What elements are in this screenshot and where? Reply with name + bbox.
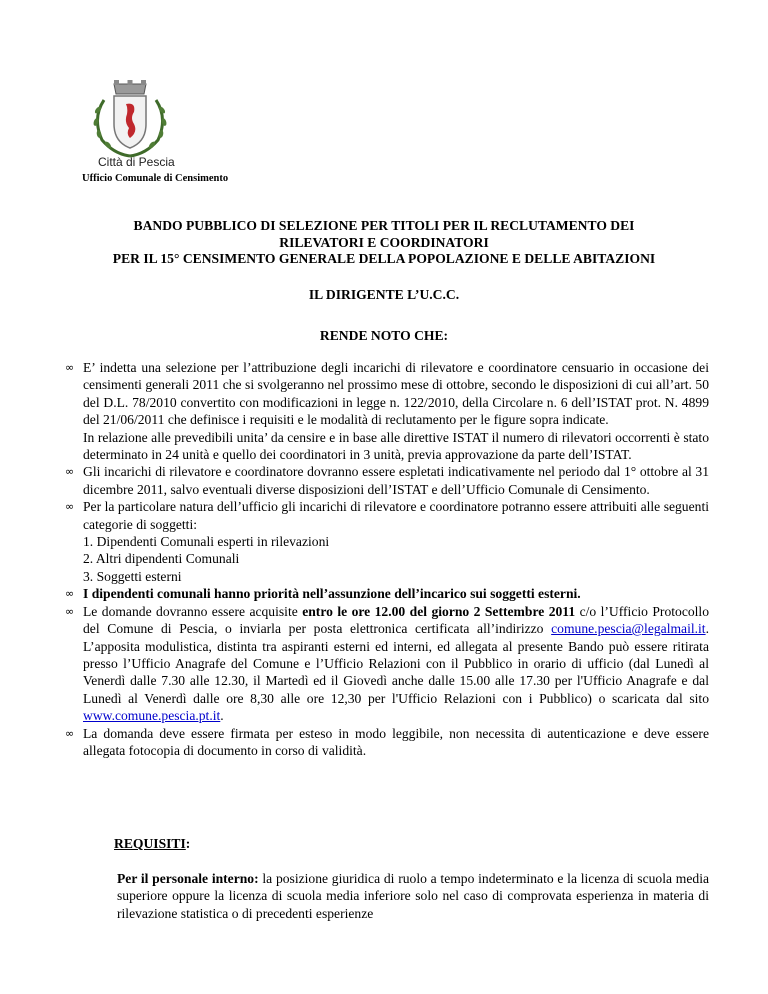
requisiti-paragraph — [117, 870, 709, 922]
list-item — [65, 585, 709, 602]
dirigente-heading: IL DIRIGENTE L’U.C.C. — [308, 287, 460, 302]
document-title — [60, 218, 708, 268]
text-span: c/o l’Ufficio Protocollo del Comune di Pescia, o inviarla per posta elettronica certificata all’indirizzo — [83, 603, 709, 637]
requisiti-heading — [114, 836, 190, 852]
personale-interno-label: Per il personale interno: — [117, 871, 259, 886]
infinity-bullet-icon: ∞ — [65, 500, 75, 514]
list-item — [65, 463, 709, 498]
paragraph: E’ indetta una selezione per l’attribuzione degli incarichi di rilevatore e coordinatore censuario in occasione dei censimenti generali 2011 che si svolgeranno nel prossimo mese di ottobre, secondo le disposizioni di cui all’art. 50 del D.L. 78/2010 convertito con modificazioni in legge n. 122/2010, della Circolare n. 6 dell’ISTAT prot. N. 4899 del 21/06/2011 che definisce i requisiti e le modalità di reclutamento per le figure sopra indicate. — [83, 360, 709, 428]
text-span: . L’apposita modulistica, distinta tra aspiranti esterni ed interni, ed allegata al presente Bando può essere ritirata presso l’Ufficio Anagrafe del Comune e l’Ufficio Relazioni con il Pubblico in orario di ufficio (dal Lunedì al Venerdì dalle 7.30 alle 12.30, il Martedì ed il Giovedì anche dalle 15.00 alle 17.30 per l'Ufficio Anagrafe e dal Lunedì al Venerdì dalle ore 8,30 alle ore 12,30 per l'Ufficio Relazioni con i Pubblico) o scaricata dal sito — [83, 621, 709, 706]
title-line: PER IL 15° CENSIMENTO GENERALE DELLA POPOLAZIONE E DELLE ABITAZIONI — [112, 251, 656, 266]
infinity-bullet-icon: ∞ — [65, 587, 75, 601]
office-name: Ufficio Comunale di Censimento — [82, 173, 229, 184]
website-link[interactable]: www.comune.pescia.pt.it — [83, 708, 221, 724]
paragraph: Per la particolare natura dell’ufficio gli incarichi di rilevatore e coordinatore potranno essere attribuiti alle seguenti categorie di soggetti: — [83, 499, 709, 532]
requisiti-colon: : — [185, 836, 191, 851]
list-item — [65, 603, 709, 725]
list-item — [65, 725, 709, 760]
infinity-bullet-icon: ∞ — [65, 604, 75, 618]
infinity-bullet-icon: ∞ — [65, 465, 75, 479]
list-item — [65, 498, 709, 585]
deadline-text: entro le ore 12.00 del giorno 2 Settembre 2011 — [302, 603, 576, 619]
requisiti-text: la posizione giuridica di ruolo a tempo indeterminato e la licenza di scuola media superiore oppure la licenza di scuola media inferiore solo nel caso di comprovata esperienza in materia di rilevazione statistica o di precedenti esperienze — [117, 871, 710, 921]
city-name: Città di Pescia — [98, 155, 175, 169]
paragraph: Gli incarichi di rilevatore e coordinatore dovranno essere espletati indicativamente nel periodo dal 1° ottobre al 31 dicembre 2011, salvo eventuali diverse disposizioni dell’ISTAT e dell’Ufficio Comunale di Censimento. — [83, 464, 709, 497]
title-line: RILEVATORI E COORDINATORI — [279, 234, 489, 250]
infinity-bullet-icon: ∞ — [65, 726, 75, 740]
paragraph: La domanda deve essere firmata per esteso in modo leggibile, non necessita di autenticazione e deve essere allegata fotocopia di documento in corso di validità. — [83, 725, 709, 758]
title-line: BANDO PUBBLICO DI SELEZIONE PER TITOLI PER IL RECLUTAMENTO DEI — [133, 218, 635, 233]
rende-noto-heading: RENDE NOTO CHE: — [319, 328, 449, 343]
text-span: . — [220, 708, 224, 724]
email-link[interactable]: comune.pescia@legalmail.it — [551, 621, 706, 637]
bullet-list — [65, 359, 709, 759]
requisiti-label: REQUISITI — [114, 836, 186, 851]
paragraph: In relazione alle prevedibili unita’ da censire e in base alle direttive ISTAT il numero di rilevatori occorrenti è stato determinato in 24 unità e quello dei coordinatori in 3 unità, previa approvazione da parte dell’ISTAT. — [83, 429, 709, 463]
list-item — [65, 359, 709, 463]
category-item: 1. Dipendenti Comunali esperti in rilevazioni — [83, 534, 330, 550]
category-item: 3. Soggetti esterni — [83, 568, 182, 584]
coat-of-arms-icon — [84, 78, 176, 160]
category-item: 2. Altri dipendenti Comunali — [83, 551, 240, 567]
text-span: Le domande dovranno essere acquisite — [83, 603, 303, 619]
infinity-bullet-icon: ∞ — [65, 361, 75, 374]
priority-note: I dipendenti comunali hanno priorità nell’assunzione dell’incarico sui soggetti esterni. — [83, 586, 581, 602]
